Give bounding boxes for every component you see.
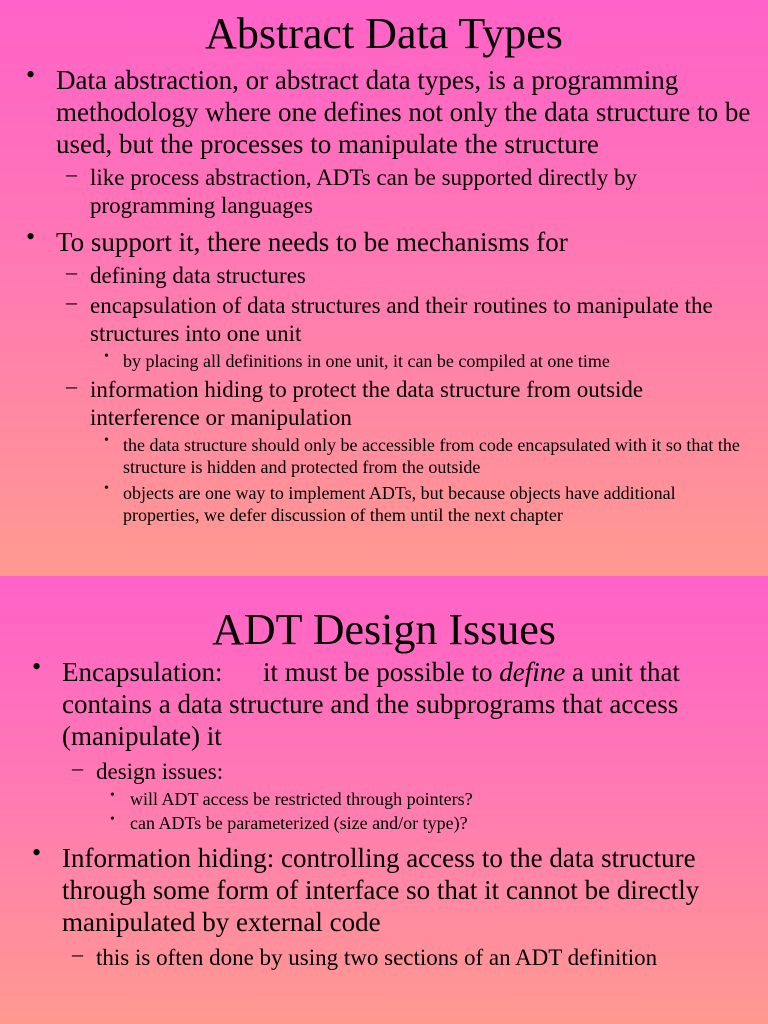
- detail-text: can ADTs be parameterized (size and/or type)?: [130, 813, 468, 833]
- detail-item: [90, 434, 752, 478]
- detail-text: the data structure should only be accessible from code encapsulated with it so that the structure is hidden and protected from the outside: [123, 435, 740, 477]
- detail-item: [96, 812, 748, 834]
- sub-bullet-text: like process abstraction, ADTs can be supported directly by programming languages: [90, 165, 638, 218]
- bullet-text: To support it, there needs to be mechanisms for: [56, 227, 568, 257]
- slide-title: ADT Design Issues: [212, 605, 556, 654]
- list-item: [0, 222, 768, 526]
- dash-glyph: –: [72, 755, 83, 780]
- sub-list: [62, 941, 748, 972]
- small-bullet-glyph: •: [110, 788, 115, 803]
- detail-item: [90, 482, 752, 526]
- detail-item: [90, 350, 752, 372]
- sub-list: [62, 755, 748, 834]
- small-bullet-glyph: •: [104, 433, 109, 448]
- sub-bullet-text: design issues:: [96, 759, 224, 784]
- detail-item: [96, 788, 748, 810]
- sub-list-item: [56, 373, 752, 526]
- sub-bullet-text: encapsulation of data structures and their routines to manipulate the structures into one unit: [90, 293, 713, 346]
- bullet-glyph: •: [26, 222, 36, 251]
- small-bullet-glyph: •: [104, 349, 109, 364]
- detail-text: by placing all definitions in one unit, it can be compiled at one time: [123, 351, 610, 371]
- sub-list: [56, 259, 752, 526]
- sub-list-item: [62, 941, 748, 972]
- dash-glyph: –: [66, 289, 77, 314]
- sub-bullet-text: this is often done by using two sections of an ADT definition: [96, 945, 658, 970]
- slide-adt-design-issues: [0, 576, 768, 1024]
- list-item: [0, 838, 768, 972]
- bullet-glyph: •: [32, 838, 42, 867]
- sub-list: [56, 161, 752, 220]
- dash-glyph: –: [66, 161, 77, 186]
- dash-glyph: –: [66, 373, 77, 398]
- small-bullet-glyph: •: [104, 481, 109, 496]
- detail-list: [90, 350, 752, 372]
- dash-glyph: –: [72, 941, 83, 966]
- list-item: [0, 652, 768, 834]
- slide-title: Abstract Data Types: [205, 9, 563, 58]
- bullet-list: [0, 60, 768, 526]
- list-item: [0, 60, 768, 220]
- detail-list: [96, 788, 748, 834]
- bullet-text: Data abstraction, or abstract data types, is a programming methodology where one defines not only the data structure to be used, but the processes to manipulate the structure: [56, 65, 751, 159]
- bullet-text-end: a unit that contains a data structure and the subprograms that access (manipulate) it: [62, 657, 680, 751]
- sub-list-item: [56, 289, 752, 372]
- bullet-list: [0, 652, 768, 972]
- detail-text: will ADT access be restricted through pointers?: [130, 789, 473, 809]
- sub-bullet-text: information hiding to protect the data structure from outside interference or manipulation: [90, 377, 644, 430]
- sub-list-item: [56, 161, 752, 220]
- sub-list-item: [56, 259, 752, 290]
- sub-bullet-text: defining data structures: [90, 263, 306, 288]
- detail-list: [90, 434, 752, 526]
- dash-glyph: –: [66, 259, 77, 284]
- bullet-text-start: Encapsulation: it must be possible to: [62, 657, 500, 687]
- small-bullet-glyph: •: [110, 812, 115, 827]
- bullet-glyph: •: [32, 652, 42, 681]
- bullet-text: Information hiding: controlling access to the data structure through some form of interface so that it cannot be directly manipulated by external code: [62, 843, 700, 937]
- sub-list-item: [62, 755, 748, 834]
- bullet-glyph: •: [26, 60, 36, 89]
- detail-text: objects are one way to implement ADTs, but because objects have additional properties, we defer discussion of them until the next chapter: [123, 483, 676, 525]
- emphasis-text: define: [499, 657, 566, 687]
- bullet-text: [62, 656, 748, 752]
